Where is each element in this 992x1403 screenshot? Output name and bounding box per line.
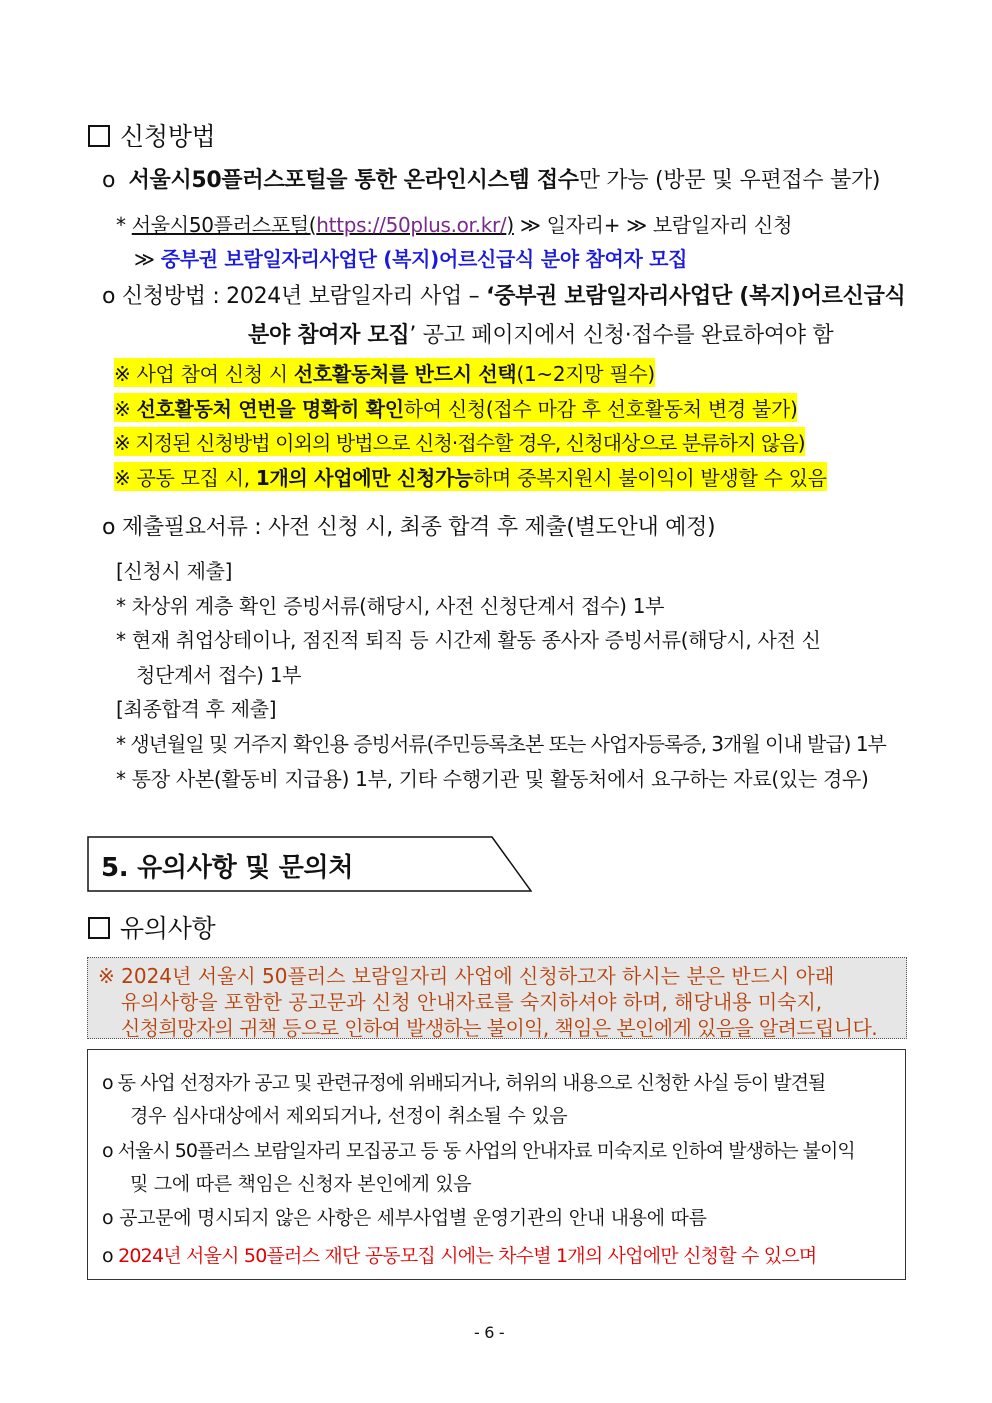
bold-text: 1개의 사업에만 신청가능 xyxy=(255,466,474,490)
text: 만 가능 (방문 및 우편접수 불가) xyxy=(578,168,881,193)
docs-line xyxy=(102,510,715,541)
section-5-title: 5. 유의사항 및 문의처 xyxy=(101,853,354,883)
text: 통장 사본(활동비 지급용) 1부, 기타 수행기관 및 활동처에서 요구하는 자료(있는 경우) xyxy=(131,767,869,791)
page-number: - 6 - xyxy=(474,1323,505,1342)
bold-text: 분야 참여자 모집 xyxy=(248,323,410,348)
section-heading-notes xyxy=(88,909,215,945)
note-item-cont: 및 그에 따른 책임은 신청자 본인에게 있음 xyxy=(130,1173,472,1195)
bullet: o xyxy=(102,1245,113,1267)
text: 제출필요서류 : 사전 신청 시, 최종 합격 후 제출(별도안내 예정) xyxy=(121,515,716,540)
text: (1~2지망 필수) xyxy=(516,362,655,386)
warning-line: ※ 2024년 서울시 50플러스 보람일자리 사업에 신청하고자 하시는 분은 반드시 아래 xyxy=(98,964,835,988)
bullet: o xyxy=(102,284,116,309)
apply-line-5 xyxy=(248,318,833,349)
bullet: o xyxy=(102,1140,113,1162)
star: * xyxy=(116,732,125,756)
note-2 xyxy=(114,393,797,422)
text: 생년월일 및 거주지 확인용 증빙서류(주민등록초본 또는 사업자등록증, 3개월 이내 발급) 1부 xyxy=(130,732,886,756)
doc-item xyxy=(116,763,869,792)
section-5-banner xyxy=(87,836,532,892)
text: ※ xyxy=(114,397,137,421)
text: 서울시 50플러스 보람일자리 모집공고 등 동 사업의 안내자료 미숙지로 인하여 발생하는 불이익 xyxy=(117,1140,855,1162)
star: * xyxy=(116,767,126,791)
doc-item xyxy=(116,624,821,653)
star: * xyxy=(116,594,126,618)
bullet: o xyxy=(102,515,116,540)
bold-text: 선호활동처 연번을 명확히 확인 xyxy=(136,397,404,421)
doc-item-cont: 청단계서 접수) 1부 xyxy=(136,663,302,687)
text: 차상위 계층 확인 증빙서류(해당시, 사전 신청단계서 접수) 1부 xyxy=(131,594,665,618)
heading-text: 신청방법 xyxy=(120,122,216,151)
blue-text: 중부권 보람일자리사업단 (복지)어르신급식 분야 참여자 모집 xyxy=(160,247,688,271)
apply-line-1 xyxy=(102,163,880,194)
warning-line: 유의사항을 포함한 공고문과 신청 안내자료를 숙지하셔야 하며, 해당내용 미숙지, xyxy=(121,990,823,1014)
apply-line-3 xyxy=(134,243,687,272)
text: ※ 공동 모집 시, xyxy=(114,466,256,490)
star: * xyxy=(116,213,126,237)
text: 하여 신청(접수 마감 후 선호활동처 변경 불가) xyxy=(403,397,798,421)
note-3: ※ 지정된 신청방법 이외의 방법으로 신청·접수할 경우, 신청대상으로 분류하지 않음) xyxy=(114,427,805,456)
portal-link[interactable]: https://50plus.or.kr/ xyxy=(316,213,507,237)
heading-text: 유의사항 xyxy=(120,914,216,943)
docs-sub-1: [신청시 제출] xyxy=(116,559,233,583)
text: ) xyxy=(506,213,514,237)
note-item xyxy=(102,1203,707,1230)
arrow: ≫ xyxy=(134,247,155,271)
note-4 xyxy=(114,462,827,491)
bullet: o xyxy=(102,1207,114,1229)
text: 동 사업 선정자가 공고 및 관련규정에 위배되거나, 허위의 내용으로 신청한 사실 등이 발견될 xyxy=(117,1072,826,1094)
bold-text: 서울시50플러스포털을 통한 온라인시스템 접수 xyxy=(128,168,579,193)
docs-sub-2: [최종합격 후 제출] xyxy=(116,697,277,721)
bullet: o xyxy=(102,168,116,193)
text: 공고문에 명시되지 않은 사항은 세부사업별 운영기관의 안내 내용에 따름 xyxy=(119,1207,707,1229)
doc-item xyxy=(116,728,886,757)
doc-item xyxy=(116,590,664,619)
text: 하며 중복지원시 불이익이 발생할 수 있음 xyxy=(473,466,827,490)
nav-path: ≫ 일자리+ ≫ 보람일자리 신청 xyxy=(519,213,793,237)
section-heading-apply xyxy=(88,117,215,153)
note-item-cont: 경우 심사대상에서 제외되거나, 선정이 취소될 수 있음 xyxy=(130,1105,568,1127)
text: 신청방법 : 2024년 보람일자리 사업 – xyxy=(121,284,487,309)
note-item xyxy=(102,1068,825,1095)
text: 서울시50플러스포털( xyxy=(131,213,317,237)
text: 현재 취업상테이나, 점진적 퇴직 등 시간제 활동 종사자 증빙서류(해당시, 사전 신 xyxy=(131,628,821,652)
bullet: o xyxy=(102,1072,113,1094)
note-item-red xyxy=(102,1241,816,1268)
note-item xyxy=(102,1136,855,1163)
warning-line: 신청희망자의 귀책 등으로 인하여 발생하는 불이익, 책임은 본인에게 있음을 알려드립니다. xyxy=(121,1016,877,1040)
checkbox-square-icon xyxy=(88,917,110,939)
apply-line-4 xyxy=(102,279,906,310)
star: * xyxy=(116,628,126,652)
text: ’ 공고 페이지에서 신청·접수를 완료하여야 함 xyxy=(409,323,834,348)
notes-box xyxy=(87,1049,906,1280)
note-1 xyxy=(114,358,655,387)
apply-line-2 xyxy=(116,209,792,238)
text: ※ 사업 참여 신청 시 xyxy=(114,362,294,386)
red-text: 2024년 서울시 50플러스 재단 공동모집 시에는 차수별 1개의 사업에만 신청할 수 있으며 xyxy=(118,1245,817,1267)
bold-text: ‘중부권 보람일자리사업단 (복지)어르신급식 xyxy=(486,284,906,309)
checkbox-square-icon xyxy=(88,125,110,147)
bold-text: 선호활동처를 반드시 선택 xyxy=(293,362,517,386)
warning-box xyxy=(87,957,907,1039)
